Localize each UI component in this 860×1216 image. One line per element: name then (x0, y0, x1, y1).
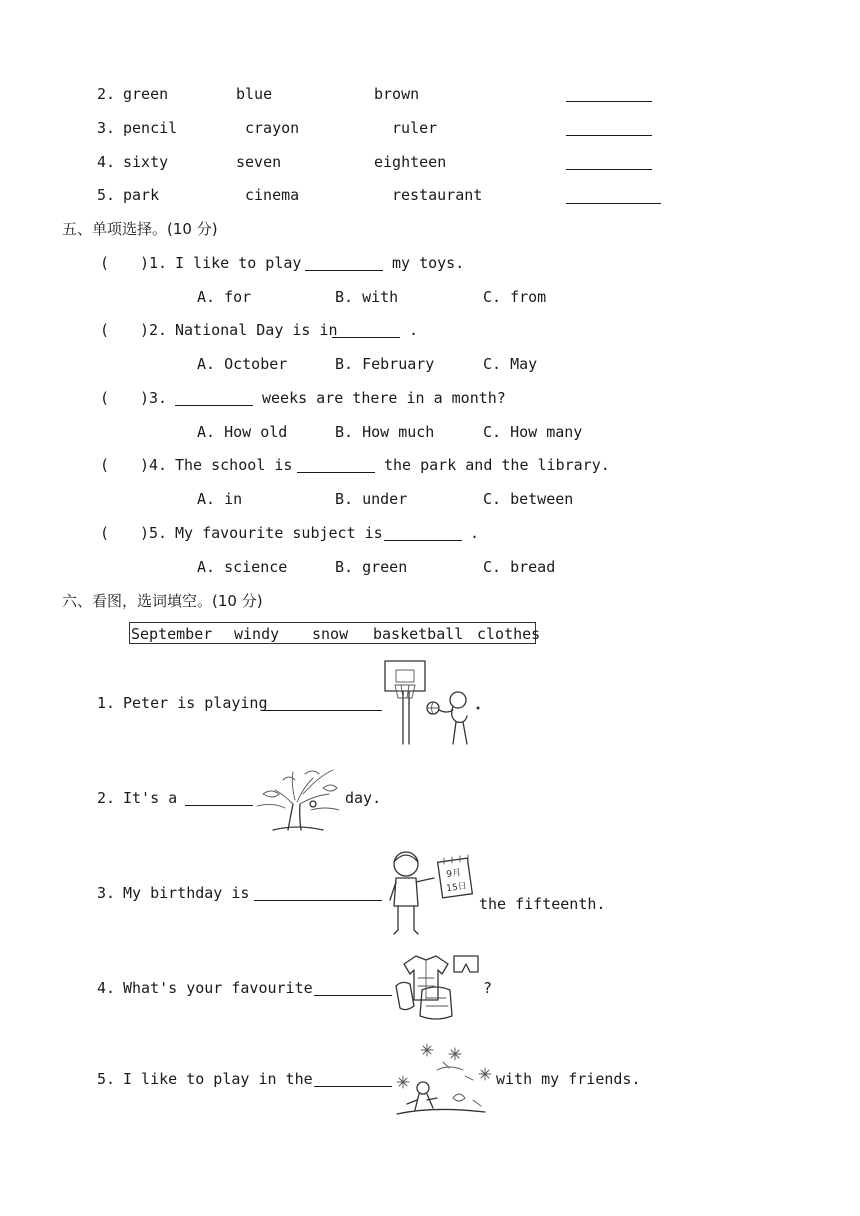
word-bank-item: basketball (373, 625, 464, 643)
word-bank-item: windy (234, 625, 280, 643)
question-blank[interactable] (332, 337, 400, 338)
clothes-icon (392, 950, 484, 1022)
item-text-pre: I like to play in the (123, 1070, 313, 1088)
option-b[interactable]: B. with (335, 288, 399, 306)
word-2: seven (236, 153, 282, 171)
item-blank[interactable] (314, 995, 392, 996)
word-1: park (123, 186, 160, 204)
word-3: brown (374, 85, 420, 103)
item-number: 2. (97, 789, 116, 807)
row-number: 4. (97, 153, 116, 171)
word-3: ruler (392, 119, 438, 137)
windy-tree-icon (253, 764, 343, 834)
item-text-pre: My birthday is (123, 884, 250, 902)
question-text-pre: The school is (175, 456, 293, 474)
question-text-post: the park and the library. (384, 456, 610, 474)
option-c[interactable]: C. bread (483, 558, 556, 576)
question-text-post: my toys. (392, 254, 465, 272)
option-b[interactable]: B. How much (335, 423, 435, 441)
question-number: )4. (140, 456, 168, 474)
option-a[interactable]: A. science (197, 558, 288, 576)
question-text-pre: I like to play (175, 254, 302, 272)
word-3: restaurant (392, 186, 483, 204)
item-blank[interactable] (314, 1086, 392, 1087)
item-text-pre: What's your favourite (123, 979, 313, 997)
word-1: pencil (123, 119, 178, 137)
question-number: )2. (140, 321, 168, 339)
option-b[interactable]: B. under (335, 490, 408, 508)
item-blank[interactable] (185, 805, 253, 806)
answer-paren-open[interactable]: ( (100, 254, 110, 272)
answer-blank[interactable] (566, 203, 661, 204)
question-text-pre: National Day is in (175, 321, 338, 339)
word-2: blue (236, 85, 273, 103)
snow-scene-icon (393, 1040, 495, 1118)
row-number: 5. (97, 186, 116, 204)
section-title: 六、看图，选词填空。(10 分) (62, 592, 263, 610)
item-blank[interactable] (262, 710, 382, 711)
option-a[interactable]: A. for (197, 288, 252, 306)
word-bank-item: clothes (477, 625, 541, 643)
question-number: )3. (140, 389, 168, 407)
word-bank (129, 622, 541, 644)
item-text-post: the fifteenth. (479, 895, 606, 913)
question-number: )1. (140, 254, 168, 272)
option-c[interactable]: C. May (483, 355, 538, 373)
answer-paren-open[interactable]: ( (100, 321, 110, 339)
item-blank[interactable] (254, 900, 382, 901)
option-b[interactable]: B. February (335, 355, 435, 373)
option-a[interactable]: A. in (197, 490, 243, 508)
row-number: 2. (97, 85, 116, 103)
word-1: sixty (123, 153, 169, 171)
answer-blank[interactable] (566, 169, 652, 170)
question-blank[interactable] (175, 405, 253, 406)
word-bank-item: snow (312, 625, 349, 643)
item-text-post: ? (483, 979, 493, 997)
row-number: 3. (97, 119, 116, 137)
option-c[interactable]: C. from (483, 288, 547, 306)
word-3: eighteen (374, 153, 447, 171)
answer-paren-open[interactable]: ( (100, 524, 110, 542)
item-text-pre: It's a (123, 789, 178, 807)
calendar-day: 15日 (445, 881, 468, 895)
item-number: 4. (97, 979, 116, 997)
word-2: cinema (245, 186, 300, 204)
word-2: crayon (245, 119, 300, 137)
option-a[interactable]: A. How old (197, 423, 288, 441)
item-number: 1. (97, 694, 116, 712)
option-b[interactable]: B. green (335, 558, 408, 576)
answer-paren-open[interactable]: ( (100, 456, 110, 474)
question-blank[interactable] (384, 540, 462, 541)
basketball-player-icon (383, 658, 488, 748)
word-bank-item: September (131, 625, 213, 643)
option-c[interactable]: C. How many (483, 423, 583, 441)
item-number: 5. (97, 1070, 116, 1088)
option-c[interactable]: C. between (483, 490, 574, 508)
answer-blank[interactable] (566, 135, 652, 136)
question-text-post: . (470, 524, 480, 542)
question-text-post: weeks are there in a month? (262, 389, 506, 407)
boy-calendar-icon (382, 848, 478, 938)
section-title: 五、单项选择。(10 分) (62, 220, 218, 238)
word-1: green (123, 85, 169, 103)
question-number: )5. (140, 524, 168, 542)
question-text-post: . (409, 321, 419, 339)
item-text-post: day. (345, 789, 382, 807)
item-text-post: with my friends. (496, 1070, 641, 1088)
calendar-month: 9月 (445, 868, 462, 881)
answer-blank[interactable] (566, 101, 652, 102)
item-text-pre: Peter is playing (123, 694, 268, 712)
question-blank[interactable] (305, 270, 383, 271)
item-number: 3. (97, 884, 116, 902)
question-text-pre: My favourite subject is (175, 524, 383, 542)
answer-paren-open[interactable]: ( (100, 389, 110, 407)
question-blank[interactable] (297, 472, 375, 473)
option-a[interactable]: A. October (197, 355, 288, 373)
